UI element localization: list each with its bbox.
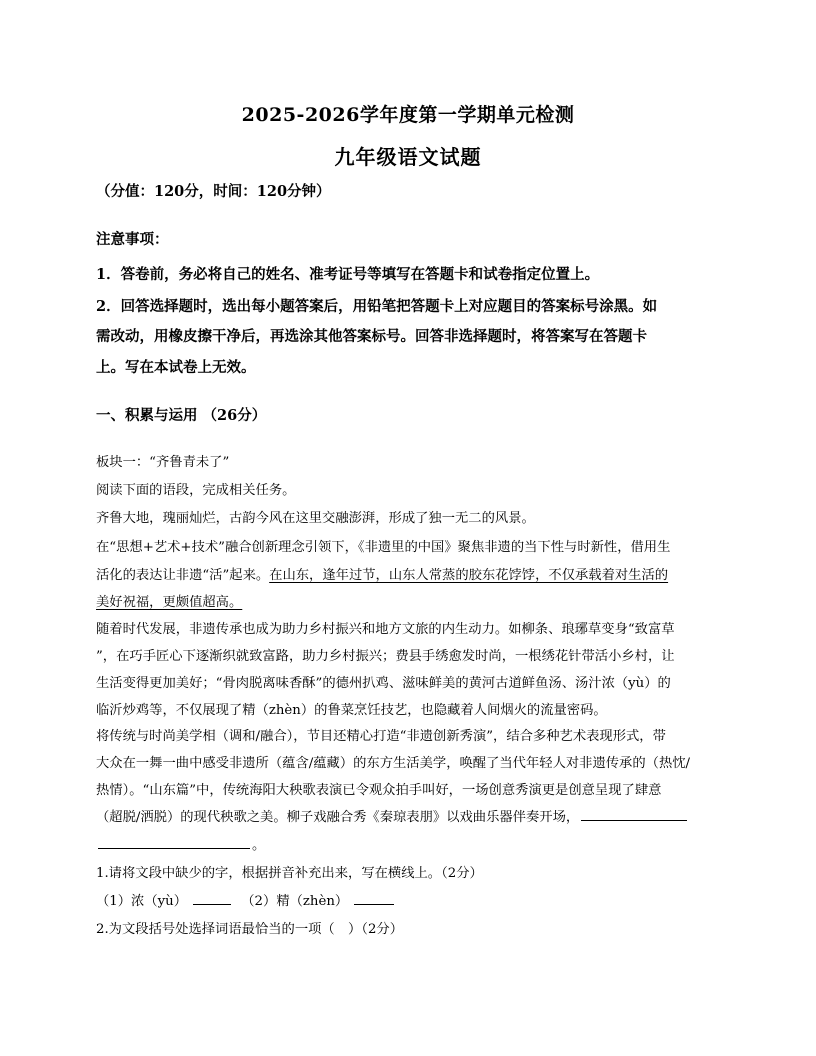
- passage-text: （超脱/洒脱）的现代秧歌之美。柳子戏融合秀《秦琼表朋》以戏曲乐器伴奏开场，: [96, 810, 580, 825]
- notice-item-2-line-2: 需改动，用橡皮擦干净后，再选涂其他答案标号。回答非选择题时，将答案写在答题卡: [96, 328, 647, 345]
- block-title: 板块一：“齐鲁青未了”: [96, 455, 230, 470]
- answer-blank[interactable]: [354, 903, 394, 905]
- sentence-end: 。: [252, 838, 266, 853]
- passage-paragraph-2-line-3: [96, 591, 242, 610]
- score-info: （分值：120分，时间：120分钟）: [96, 183, 331, 200]
- passage-paragraph-4-line-1: 将传统与时尚美学相（调和/融合），节目还精心打造“非遗创新秀演”，结合多种艺术表现形式，带: [96, 729, 666, 744]
- underlined-sentence: 在山东，逢年过节，山东人常蒸的胶东花饽饽，不仅承载着对生活的: [269, 568, 669, 583]
- passage-paragraph-4-line-5: [96, 834, 265, 853]
- question-1: 1.请将文段中缺少的字，根据拼音补充出来，写在横线上。（2分）: [96, 866, 483, 881]
- passage-paragraph-2-line-1: 在“思想+艺术+技术”融合创新理念引领下，《非遗里的中国》聚焦非遗的当下性与时新性，借用生: [96, 540, 671, 555]
- answer-blank[interactable]: [581, 819, 687, 821]
- passage-paragraph-3-line-1: 随着时代发展，非遗传承也成为助力乡村振兴和地方文旅的内生动力。如柳条、琅琊草变身“致富草: [96, 622, 675, 637]
- passage-instruction: 阅读下面的语段，完成相关任务。: [96, 483, 296, 498]
- underlined-sentence-end: 美好祝福，更颇值超高。: [96, 595, 243, 610]
- exam-subtitle: 九年级语文试题: [334, 145, 482, 169]
- question-1-part-2-label: （2）精（zhèn）: [241, 894, 349, 909]
- exam-title: 2025-2026学年度第一学期单元检测: [241, 104, 575, 126]
- question-1-parts: [96, 890, 396, 909]
- passage-paragraph-3-line-3: 生活变得更加美好；“骨肉脱离味香酥”的德州扒鸡、滋味鲜美的黄河古道鲜鱼汤、汤汁浓（yù）的: [96, 676, 671, 691]
- notice-heading: 注意事项：: [96, 231, 169, 248]
- passage-paragraph-3-line-4: 临沂炒鸡等，不仅展现了精（zhèn）的鲁菜烹饪技艺，也隐藏着人间烟火的流量密码。: [96, 703, 607, 718]
- question-2: 2.为文段括号处选择词语最恰当的一项（ ）（2分）: [96, 922, 404, 937]
- question-1-part-1-label: （1）浓（yù）: [96, 894, 188, 909]
- answer-blank[interactable]: [193, 903, 231, 905]
- passage-paragraph-2-line-2: [96, 564, 668, 583]
- answer-blank[interactable]: [98, 847, 250, 849]
- passage-paragraph-3-line-2: ”，在巧手匠心下逐渐织就致富路，助力乡村振兴；费县手绣愈发时尚，一根绣花针带活小乡村，让: [96, 649, 675, 664]
- passage-text: 活化的表达让非遗“活”起来。: [96, 568, 270, 583]
- passage-paragraph-1: 齐鲁大地，瑰丽灿烂，古韵今风在这里交融澎湃，形成了独一无二的风景。: [96, 511, 535, 526]
- notice-item-2-line-1: 2．回答选择题时，选出每小题答案后，用铅笔把答题卡上对应题目的答案标号涂黑。如: [96, 298, 658, 315]
- passage-paragraph-4-line-3: 热情）。“山东篇”中，传统海阳大秧歌表演已令观众拍手叫好，一场创意秀演更是创意呈现了肆意: [96, 783, 662, 798]
- passage-paragraph-4-line-4: [96, 806, 689, 825]
- section-heading: 一、积累与运用 （26分）: [96, 407, 267, 424]
- passage-paragraph-4-line-2: 大众在一舞一曲中感受非遗所（蕴含/蕴藏）的东方生活美学，唤醒了当代年轻人对非遗传承的（热忱/: [96, 756, 691, 771]
- notice-item-2-line-3: 上。写在本试卷上无效。: [96, 359, 256, 376]
- notice-item-1: 1．答卷前，务必将自己的姓名、准考证号等填写在答题卡和试卷指定位置上。: [96, 266, 600, 283]
